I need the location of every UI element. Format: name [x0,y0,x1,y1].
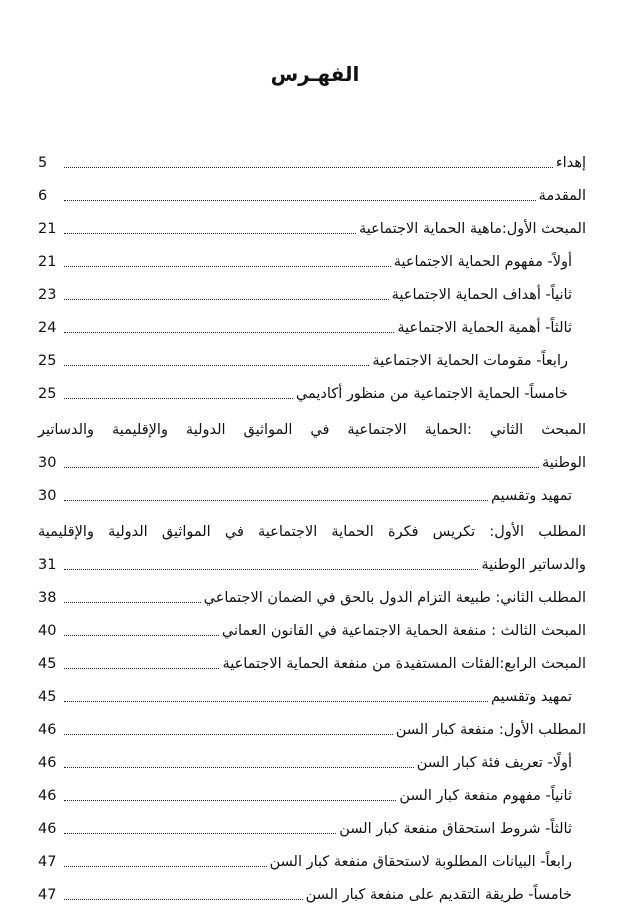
toc-entry[interactable] [38,578,586,611]
toc-entry-title: ثالثاً- أهمية الحماية الاجتماعية [397,320,572,336]
toc-entry[interactable] [38,710,586,743]
toc-entry[interactable] [38,476,586,509]
toc-entry-title: خامساً- الحماية الاجتماعية من منظور أكاديمي [295,386,568,402]
toc-entry-first-line[interactable] [38,407,586,443]
toc-page-number: 25 [38,386,57,402]
dot-leader [64,601,201,603]
toc-entry-title: المقدمة [538,188,586,204]
toc-entry-title: خامساً- طريقة التقديم على منفعة كبار السن [305,887,572,903]
toc-page-number: 25 [38,353,57,369]
toc-entry-title: المبحث الرابع:الفئات المستفيدة من منفعة الحماية الاجتماعية [222,656,586,672]
toc-page-number: 24 [38,320,57,336]
toc-entry-title-line1: المطلب الأول: تكريس فكرة الحماية الاجتماعية في المواثيق الدولية والإقليمية [38,524,586,540]
dot-leader [64,898,303,900]
toc-entry[interactable] [38,644,586,677]
dot-leader [64,667,219,669]
toc-entry-title: أولاً- مفهوم الحماية الاجتماعية [393,254,572,270]
toc-entry-first-line[interactable] [38,509,586,545]
toc-entry[interactable] [38,374,586,407]
toc-entry[interactable] [38,275,586,308]
toc-entry-title: ثانياً- مفهوم منفعة كبار السن [399,788,572,804]
toc-page-number: 40 [38,623,57,639]
dot-leader [64,166,553,168]
toc-page-number: 45 [38,656,57,672]
toc-entry[interactable] [38,545,586,578]
toc-entry[interactable] [38,209,586,242]
toc-entry[interactable] [38,143,586,176]
dot-leader [64,865,267,867]
toc-entry-title: المطلب الأول: منفعة كبار السن [395,722,586,738]
toc-page-number: 38 [38,590,57,606]
dot-leader [64,832,336,834]
toc-entry-title: المطلب الثاني: طبيعة التزام الدول بالحق في الضمان الاجتماعي [203,590,586,606]
dot-leader [64,733,393,735]
toc-entry[interactable] [38,842,586,875]
toc-page-number: 45 [38,689,57,705]
toc-entry-title: تمهيد وتقسيم [490,689,572,705]
dot-leader [64,265,391,267]
toc-entry[interactable] [38,443,586,476]
dot-leader [64,232,356,234]
dot-leader [64,499,488,501]
toc-entry[interactable] [38,809,586,842]
toc-entry-title: رابعاً- مقومات الحماية الاجتماعية [372,353,568,369]
table-of-contents [38,143,586,908]
toc-page-number: 23 [38,287,57,303]
toc-entry-title: إهداء [555,155,586,171]
dot-leader [64,634,219,636]
toc-page-number: 5 [38,155,48,171]
dot-leader [64,568,478,570]
toc-page-number: 46 [38,755,57,771]
dot-leader [64,766,414,768]
toc-entry[interactable] [38,743,586,776]
toc-entry-title: ثانياً- أهداف الحماية الاجتماعية [391,287,572,303]
toc-entry[interactable] [38,341,586,374]
toc-entry-title: تمهيد وتقسيم [490,488,572,504]
toc-entry[interactable] [38,611,586,644]
toc-entry[interactable] [38,776,586,809]
toc-entry-title: والدساتير الوطنية [481,557,586,573]
toc-entry[interactable] [38,308,586,341]
toc-entry[interactable] [38,875,586,908]
toc-entry-title-line1: المبحث الثاني :الحماية الاجتماعية في المواثيق الدولية والإقليمية والدساتير [38,422,586,438]
toc-page-number: 47 [38,854,57,870]
dot-leader [64,199,536,201]
dot-leader [64,466,539,468]
dot-leader [64,298,389,300]
toc-page-number: 21 [38,254,57,270]
toc-page-number: 31 [38,557,57,573]
toc-page-number: 30 [38,488,57,504]
toc-entry-title: المبحث الثالث : منفعة الحماية الاجتماعية في القانون العماني [221,623,586,639]
toc-entry[interactable] [38,176,586,209]
toc-page-number: 21 [38,221,57,237]
toc-entry-title: المبحث الأول:ماهية الحماية الاجتماعية [359,221,586,237]
page-title: الفهـرس [270,62,360,86]
toc-page-number: 30 [38,455,57,471]
dot-leader [64,799,396,801]
toc-page-number: 46 [38,722,57,738]
toc-page-number: 46 [38,788,57,804]
toc-entry[interactable] [38,242,586,275]
toc-page-number: 46 [38,821,57,837]
dot-leader [64,331,394,333]
toc-entry-title: رابعاً- البيانات المطلوبة لاستحقاق منفعة كبار السن [269,854,572,870]
toc-entry[interactable] [38,677,586,710]
toc-entry-title: الوطنية [541,455,586,471]
toc-page-number: 47 [38,887,57,903]
toc-entry-title: أولًا- تعريف فئة كبار السن [416,755,572,771]
dot-leader [64,397,293,399]
dot-leader [64,364,369,366]
toc-entry-title: ثالثاً- شروط استحقاق منفعة كبار السن [339,821,572,837]
toc-page-number: 6 [38,188,48,204]
dot-leader [64,700,488,702]
